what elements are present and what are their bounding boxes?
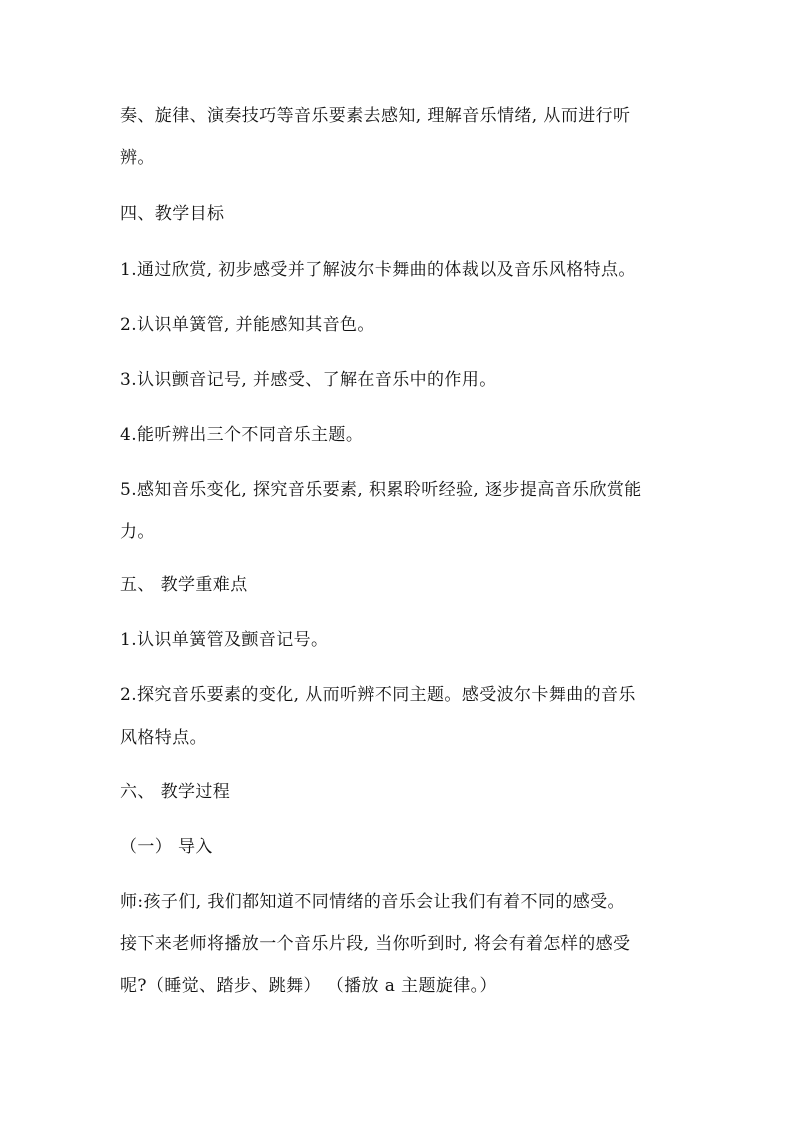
list-item-continuation: 力。	[120, 522, 155, 542]
subsection-heading-intro: （一） 导入	[120, 837, 213, 857]
list-item: 1.认识单簧管及颤音记号。	[120, 630, 329, 650]
list-item: 4.能听辨出三个不同音乐主题。	[120, 425, 364, 445]
body-text-line: 师:孩子们, 我们都知道不同情绪的音乐会让我们有着不同的感受。	[120, 892, 625, 912]
list-item: 5.感知音乐变化, 探究音乐要素, 积累聆听经验, 逐步提高音乐欣赏能	[120, 480, 642, 500]
section-heading-teaching-process: 六、 教学过程	[120, 782, 231, 802]
section-heading-key-difficulties: 五、 教学重难点	[120, 575, 248, 595]
body-text-line: 奏、旋律、演奏技巧等音乐要素去感知, 理解音乐情绪, 从而进行听	[120, 106, 631, 126]
list-item: 2.探究音乐要素的变化, 从而听辨不同主题。感受波尔卡舞曲的音乐	[120, 685, 636, 705]
list-item: 2.认识单簧管, 并能感知其音色。	[120, 315, 375, 335]
list-item: 3.认识颤音记号, 并感受、了解在音乐中的作用。	[120, 370, 497, 390]
list-item: 1.通过欣赏, 初步感受并了解波尔卡舞曲的体裁以及音乐风格特点。	[120, 260, 636, 280]
body-text-line: 辨。	[120, 148, 155, 168]
body-text-line: 呢?（睡觉、踏步、跳舞） （播放 a 主题旋律。）	[120, 976, 497, 996]
list-item-continuation: 风格特点。	[120, 728, 207, 748]
section-heading-teaching-goals: 四、教学目标	[120, 204, 225, 224]
body-text-line: 接下来老师将播放一个音乐片段, 当你听到时, 将会有着怎样的感受	[120, 934, 631, 954]
